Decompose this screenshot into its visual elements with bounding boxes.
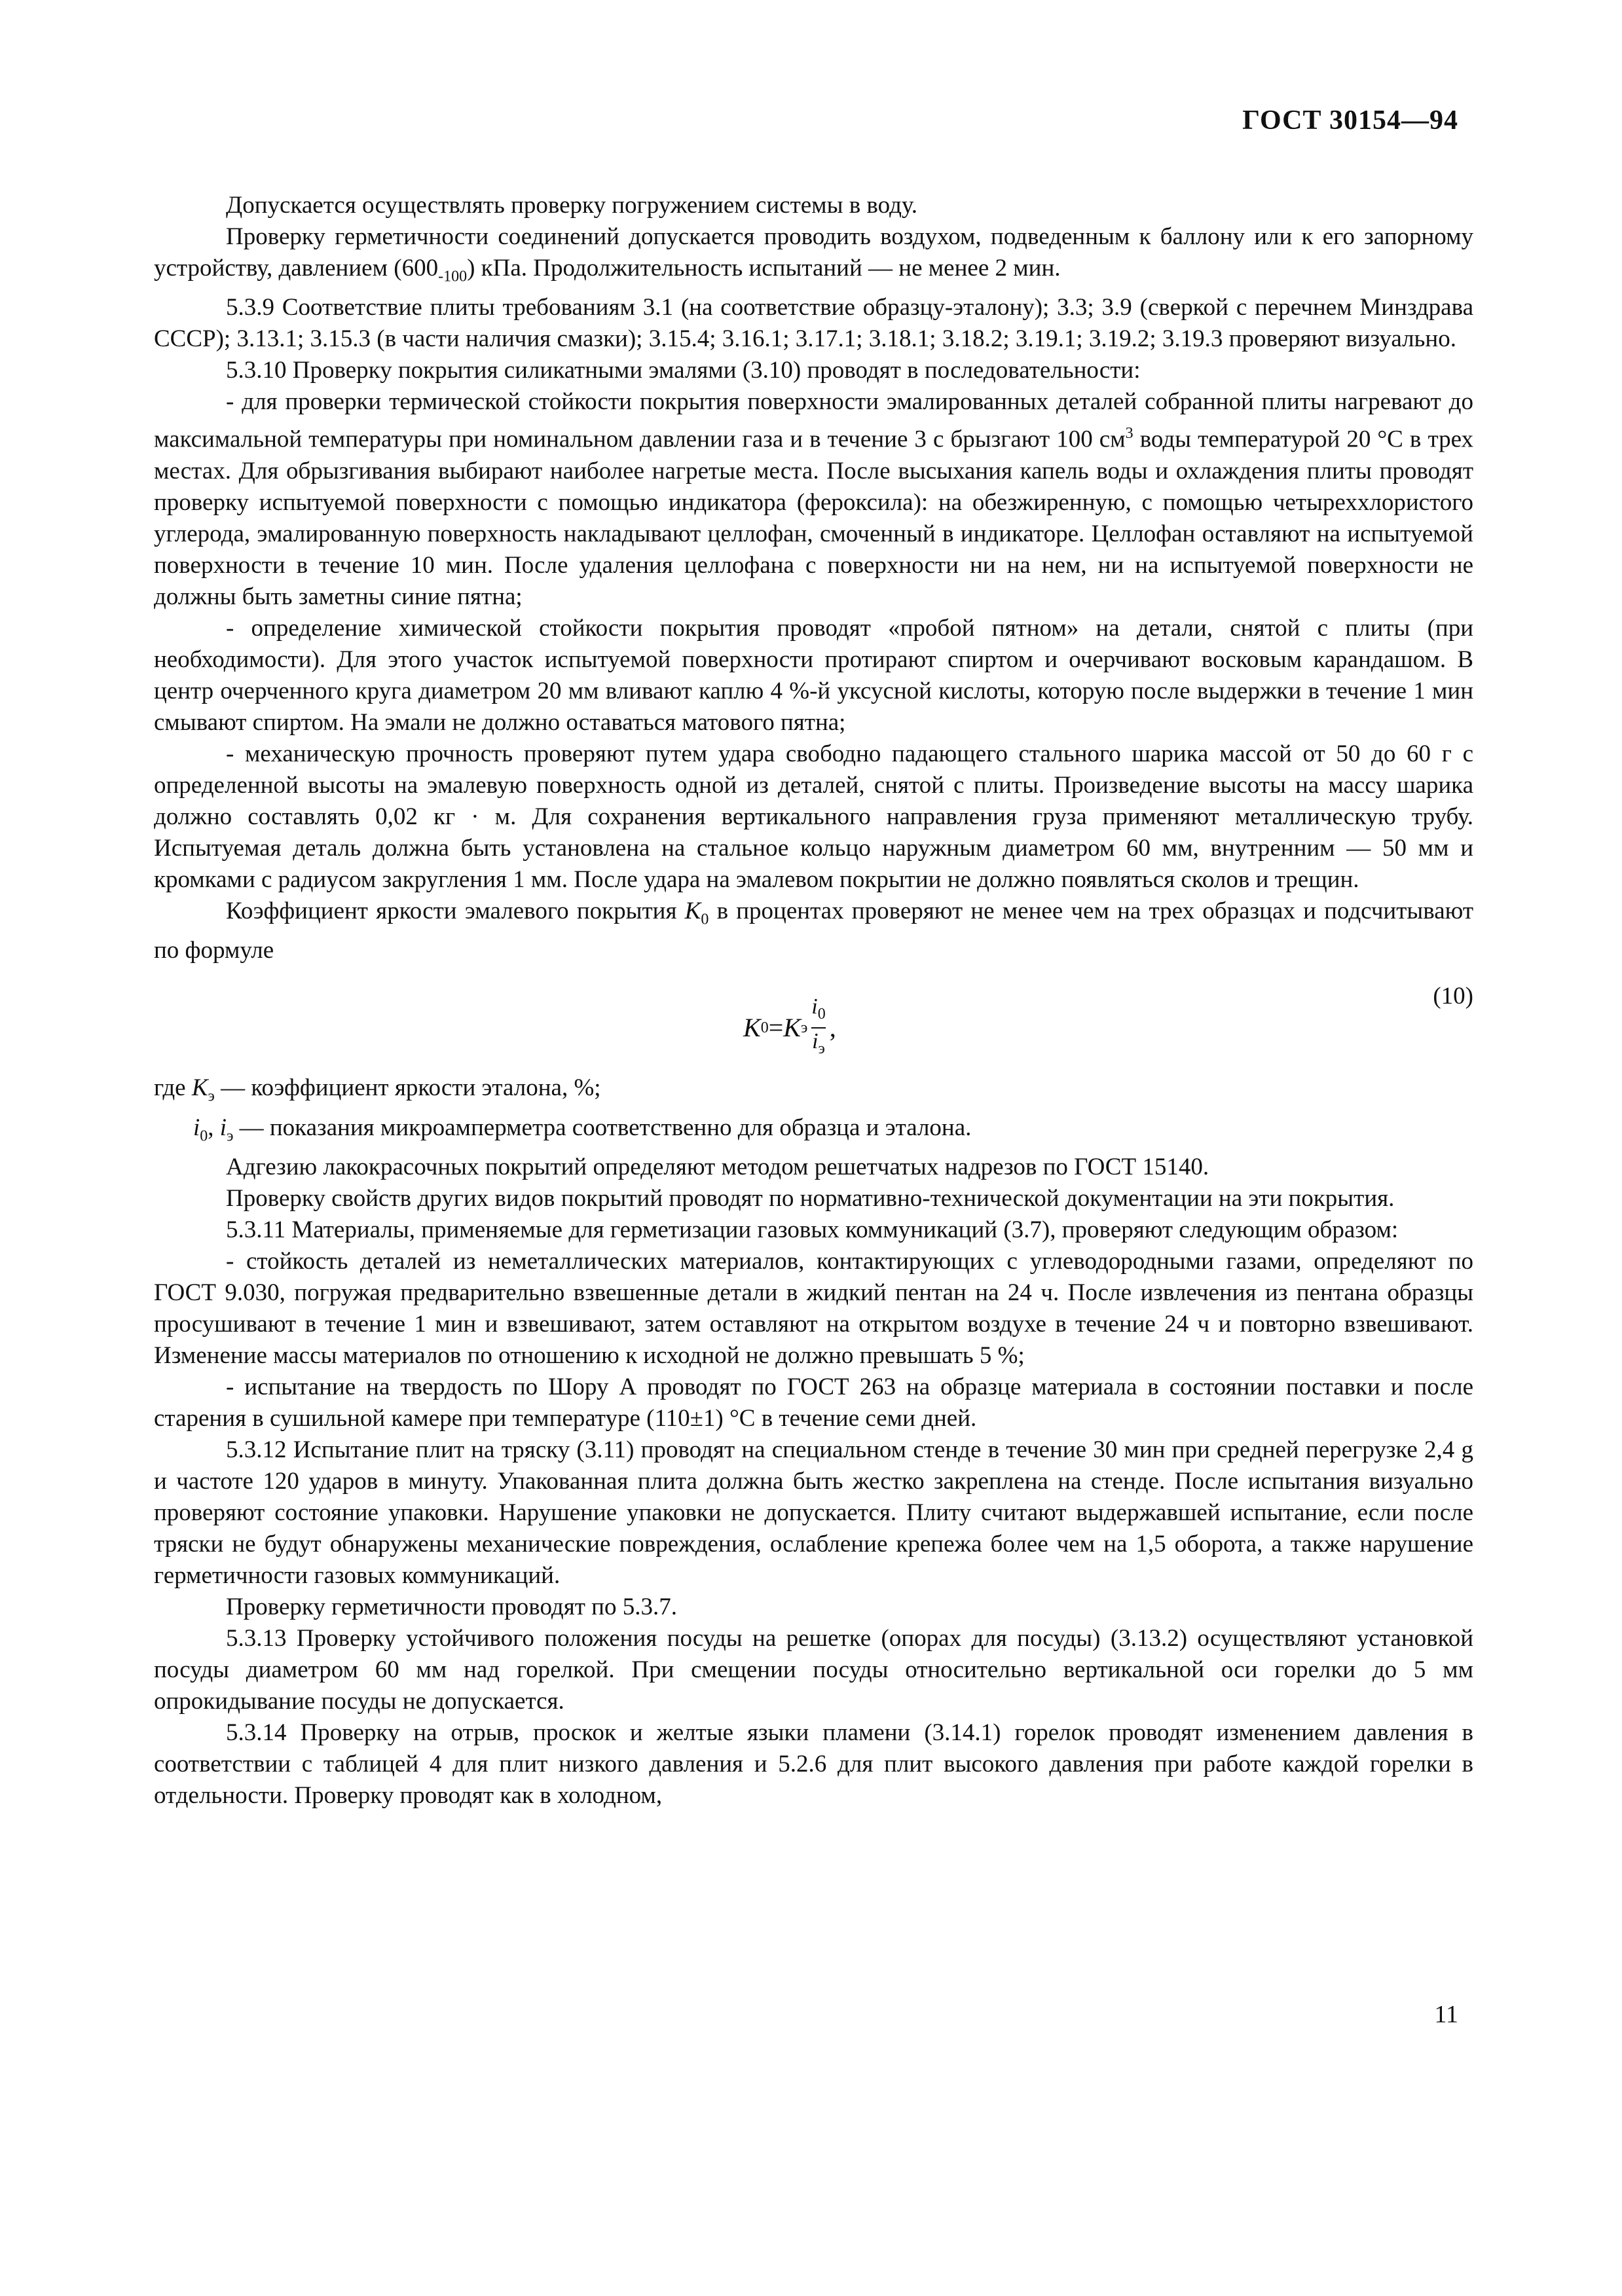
- paragraph: Допускается осуществлять проверку погружением системы в воду.: [226, 192, 917, 219]
- paragraph: Проверку герметичности проводят по 5.3.7.: [226, 1593, 677, 1620]
- document-body: [154, 190, 1473, 1812]
- paragraph: 5.3.11 Материалы, применяемые для герметизации газовых коммуникаций (3.7), проверяют следующим образом:: [226, 1216, 1399, 1243]
- paragraph: - испытание на твердость по Шору А проводят по ГОСТ 263 на образце материала в состоянии поставки и после старения в сушильной камере при температуре (110±1) °С в течение семи дней.: [154, 1373, 1473, 1432]
- paragraph: 5.3.13 Проверку устойчивого положения посуды на решетке (опорах для посуды) (3.13.2) осуществляют установкой посуды диаметром 60 мм над горелкой. При смещении посуды относительно вертикальной оси горелки до 5 мм опрокидывание посуды не допускается.: [154, 1624, 1473, 1715]
- paragraph: Проверку свойств других видов покрытий проводят по нормативно-технической документации на эти покрытия.: [226, 1184, 1395, 1212]
- paragraph: Адгезию лакокрасочных покрытий определяют методом решетчатых надрезов по ГОСТ 15140.: [226, 1153, 1209, 1180]
- formula-number: (10): [1433, 983, 1473, 1010]
- paragraph: - стойкость деталей из неметаллических материалов, контактирующих с углеводородными газами, определяют по ГОСТ 9.030, погружая предварительно взвешенные детали в жидкий пентан на 24 ч. После извлечения из пентана образцы просушивают в течение 1 мин и взвешивают, затем оставляют на открытом воздухе в течение 24 ч и повторно взвешивают. Изменение массы материалов по отношению к исходной не должно превышать 5 %;: [154, 1247, 1473, 1369]
- paragraph: Коэффициент яркости эмалевого покрытия $K_0$ в процентах проверяют не менее чем на трех образцах и подсчитывают по формуле: [154, 897, 1473, 964]
- page-number: 11: [1434, 2001, 1458, 2028]
- formula-10: [154, 974, 1473, 1072]
- paragraph: - для проверки термической стойкости покрытия поверхности эмалированных деталей собранной плиты нагревают до максимальной температуры при номинальном давлении газа и в течение 3 с брызгают 100 $см^3$ воды температурой 20 °С в трех местах. Для обрызгивания выбирают наиболее нагретые места. После высыхания капель воды и охлаждения плиты проводят проверку испытуемой поверхности с помощью индикатора (фероксила): на обезжиренную, с помощью четыреххлористого углерода, эмалированную поверхность накладывают целлофан, смоченный в индикаторе. Целлофан оставляют на испытуемой поверхности в течение 10 мин. После удаления целлофана с поверхности ни на нем, ни на испытуемой поверхности не должны быть заметны синие пятна;: [154, 388, 1473, 610]
- paragraph: где $K_э$ — коэффициент яркости эталона, %;: [154, 1074, 601, 1105]
- document-code: ГОСТ 30154—94: [1242, 105, 1458, 136]
- paragraph: $i_0$, $i_э$ — показания микроамперметра соответственно для образца и эталона.: [193, 1114, 972, 1144]
- paragraph: Проверку герметичности соединений допускается проводить воздухом, подведенным к баллону или к его запорному устройству, давлением $(600_{-100})$ кПа. Продолжительность испытаний — не менее 2 мин.: [154, 223, 1473, 285]
- paragraph: 5.3.12 Испытание плит на тряску (3.11) проводят на специальном стенде в течение 30 мин при средней перегрузке 2,4 g и частоте 120 ударов в минуту. Упакованная плита должна быть жестко закреплена на стенде. После испытания визуально проверяют состояние упаковки. Нарушение упаковки не допускается. Плиту считают выдержавшей испытание, если после тряски не будут обнаружены механические повреждения, ослабление крепежа более чем на 1,5 оборота, а также нарушение герметичности газовых коммуникаций.: [154, 1436, 1473, 1589]
- paragraph: - механическую прочность проверяют путем удара свободно падающего стального шарика массой от 50 до 60 г с определенной высоты на эмалевую поверхность одной из деталей, снятой с плиты. Произведение высоты на массу шарика должно составлять 0,02 кг · м. Для сохранения вертикального направления груза применяют металлическую трубу. Испытуемая деталь должна быть установлена на стальное кольцо наружным диаметром 60 мм, внутренним — 50 мм и кромками с радиусом закругления 1 мм. После удара на эмалевом покрытии не должно появляться сколов и трещин.: [154, 740, 1473, 893]
- paragraph: 5.3.14 Проверку на отрыв, проскок и желтые языки пламени (3.14.1) горелок проводят изменением давления в соответствии с таблицей 4 для плит низкого давления и 5.2.6 для плит высокого давления при работе каждой горелки в отдельности. Проверку проводят как в холодном,: [154, 1719, 1473, 1809]
- paragraph: 5.3.9 Соответствие плиты требованиям 3.1 (на соответствие образцу-эталону); 3.3; 3.9 (сверкой с перечнем Минздрава СССР); 3.13.1; 3.15.3 (в части наличия смазки); 3.15.4; 3.16.1; 3.17.1; 3.18.1; 3.18.2; 3.19.1; 3.19.2; 3.19.3 проверяют визуально.: [154, 294, 1473, 353]
- formula-expression: K 0 = K э $\frac{i_0}{i_э}$ ,: [743, 994, 836, 1062]
- paragraph: 5.3.10 Проверку покрытия силикатными эмалями (3.10) проводят в последовательности:: [226, 357, 1141, 384]
- paragraph: - определение химической стойкости покрытия проводят «пробой пятном» на детали, снятой с плиты (при необходимости). Для этого участок испытуемой поверхности протирают спиртом и очерчивают восковым карандашом. В центр очерченного круга диаметром 20 мм вливают каплю 4 %-й уксусной кислоты, которую после выдержки в течение 1 мин смывают спиртом. На эмали не должно оставаться матового пятна;: [154, 614, 1473, 736]
- formula-fraction: $\frac{i_0}{i_э}$: [811, 994, 826, 1057]
